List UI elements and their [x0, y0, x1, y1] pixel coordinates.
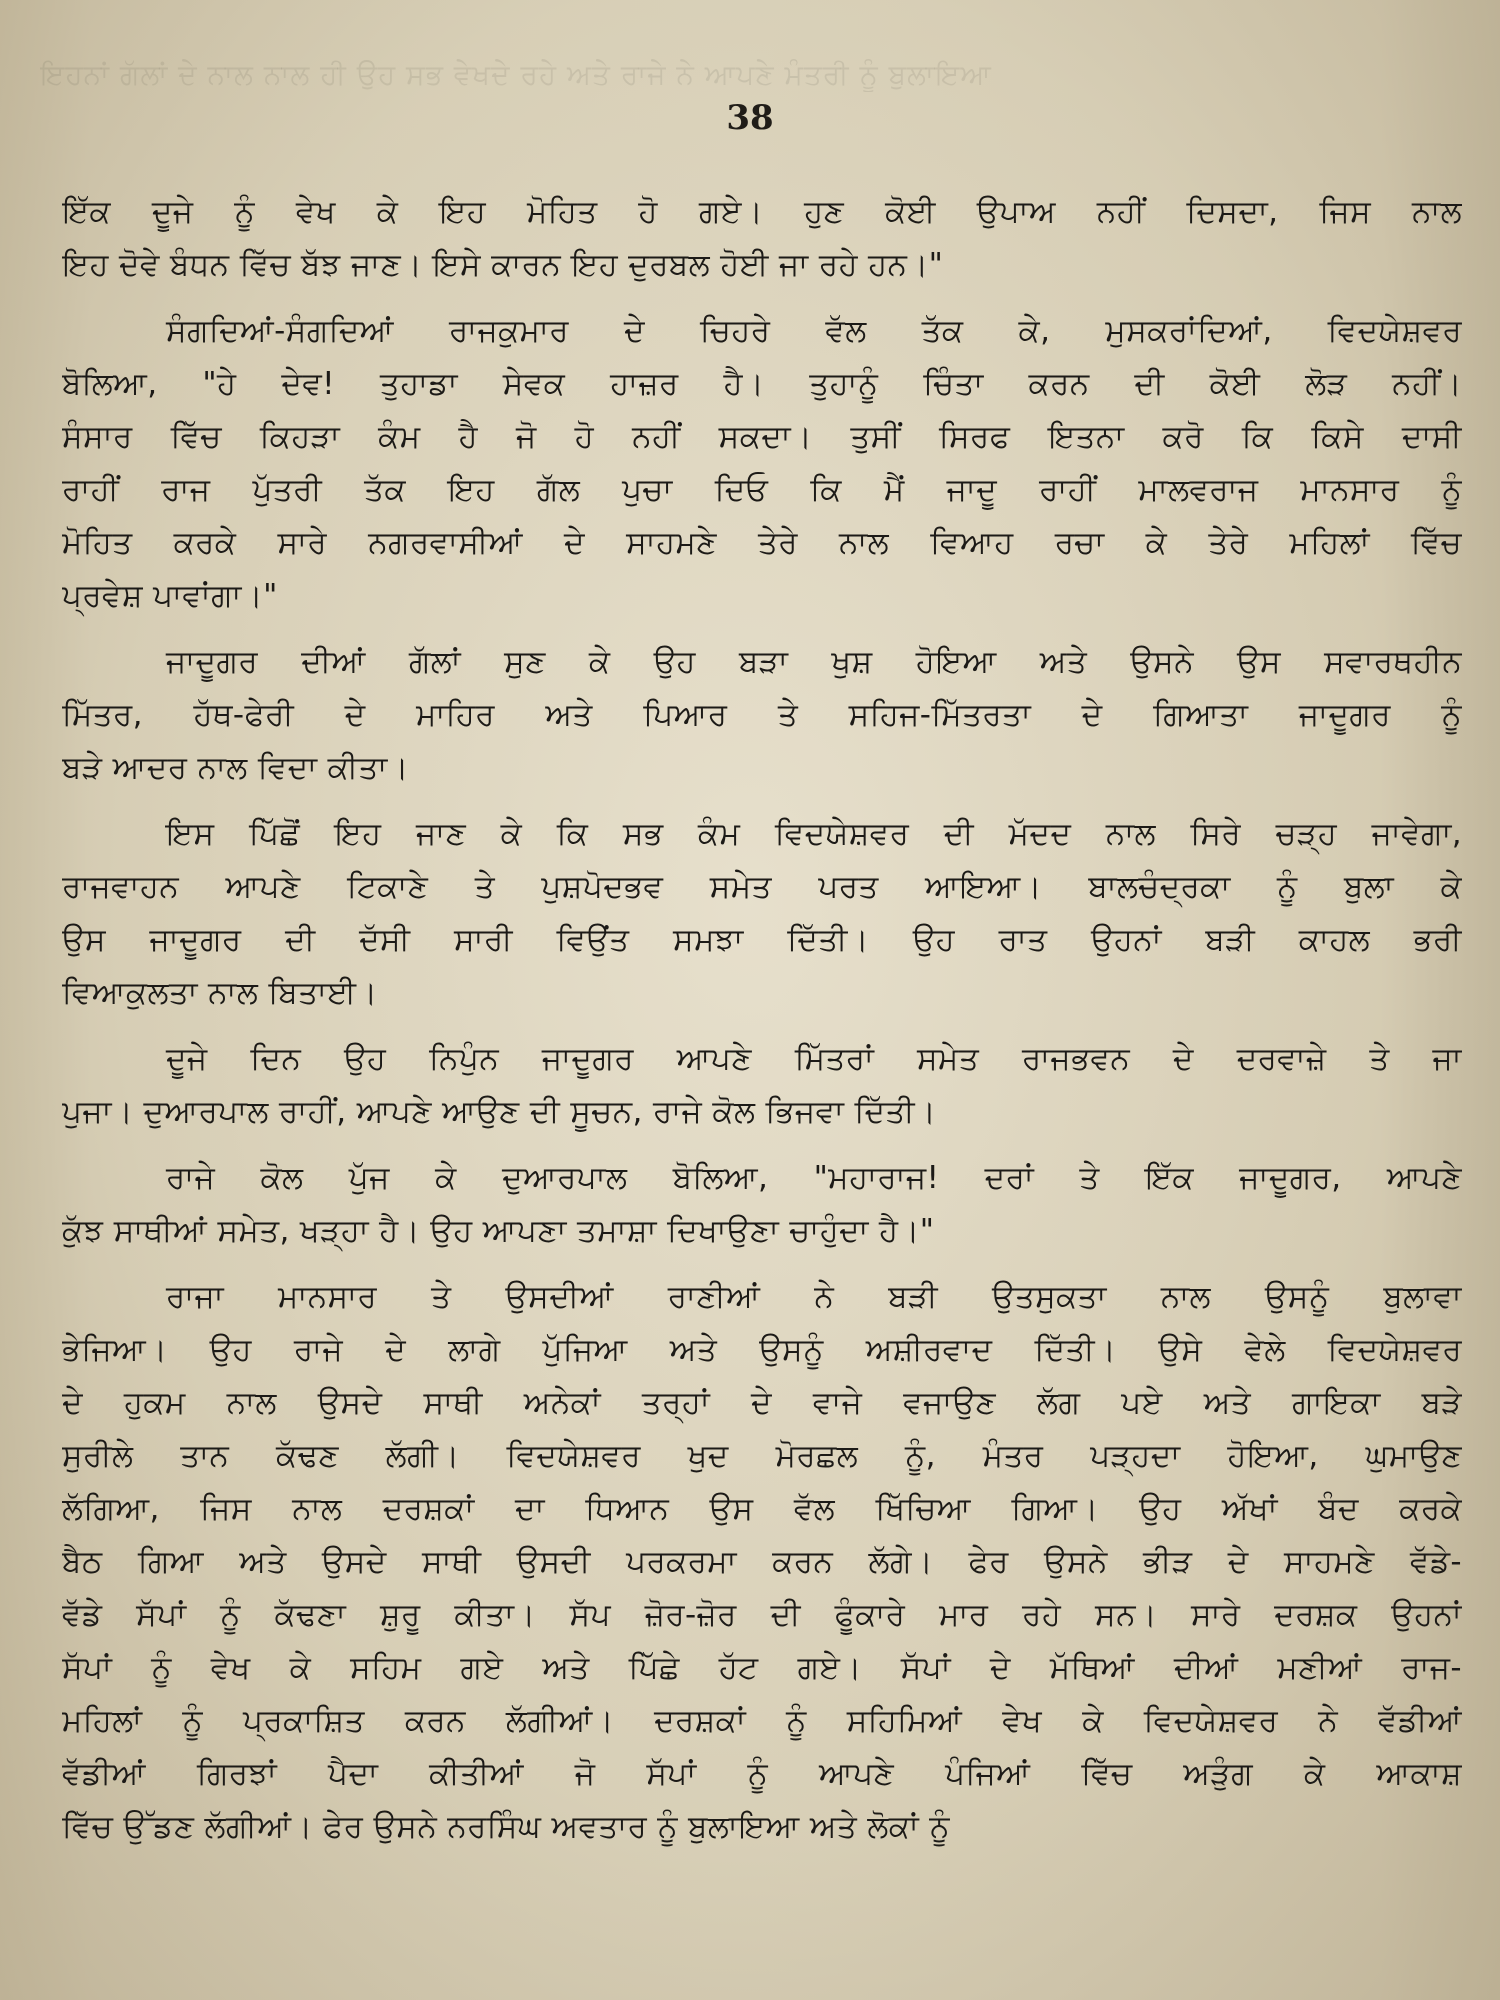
- text-line: ਸੰਸਾਰ ਵਿੱਚ ਕਿਹੜਾ ਕੰਮ ਹੈ ਜੋ ਹੋ ਨਹੀਂ ਸਕਦਾ। ਤੁਸੀਂ ਸਿਰਫ ਇਤਨਾ ਕਰੋ ਕਿ ਕਿਸੇ ਦਾਸੀ: [62, 419, 1462, 455]
- text-line: ਰਾਜੇ ਕੋਲ ਪੁੱਜ ਕੇ ਦੁਆਰਪਾਲ ਬੋਲਿਆ, "ਮਹਾਰਾਜ! ਦਰਾਂ ਤੇ ਇੱਕ ਜਾਦੂਗਰ, ਆਪਣੇ: [166, 1160, 1462, 1196]
- bleed-through-text: ਇਹਨਾਂ ਗੱਲਾਂ ਦੇ ਨਾਲ ਨਾਲ ਹੀ ਉਹ ਸਭ ਵੇਖਦੇ ਰਹੇ ਅਤੇ ਰਾਜੇ ਨੇ ਆਪਣੇ ਮੰਤਰੀ ਨੂੰ ਬੁਲਾਇਆ: [40, 58, 992, 91]
- text-line: ਸੱਪਾਂ ਨੂੰ ਵੇਖ ਕੇ ਸਹਿਮ ਗਏ ਅਤੇ ਪਿੱਛੇ ਹੱਟ ਗਏ। ਸੱਪਾਂ ਦੇ ਮੱਥਿਆਂ ਦੀਆਂ ਮਣੀਆਂ ਰਾਜ-: [62, 1650, 1462, 1686]
- paragraph: [62, 1033, 1462, 1139]
- paragraph: [62, 305, 1462, 623]
- text-line: ਸੰਗਦਿਆਂ-ਸੰਗਦਿਆਂ ਰਾਜਕੁਮਾਰ ਦੇ ਚਿਹਰੇ ਵੱਲ ਤੱਕ ਕੇ, ਮੁਸਕਰਾਂਦਿਆਂ, ਵਿਦਯੇਸ਼ਵਰ: [166, 313, 1462, 349]
- text-line: ਇਸ ਪਿੱਛੋਂ ਇਹ ਜਾਣ ਕੇ ਕਿ ਸਭ ਕੰਮ ਵਿਦਯੇਸ਼ਵਰ ਦੀ ਮੱਦਦ ਨਾਲ ਸਿਰੇ ਚੜ੍ਹ ਜਾਵੇਗਾ,: [166, 816, 1462, 852]
- text-line: ਭੇਜਿਆ। ਉਹ ਰਾਜੇ ਦੇ ਲਾਗੇ ਪੁੱਜਿਆ ਅਤੇ ਉਸਨੂੰ ਅਸ਼ੀਰਵਾਦ ਦਿੱਤੀ। ਉਸੇ ਵੇਲੇ ਵਿਦਯੇਸ਼ਵਰ: [62, 1332, 1462, 1368]
- text-line: ਮਹਿਲਾਂ ਨੂੰ ਪ੍ਰਕਾਸ਼ਿਤ ਕਰਨ ਲੱਗੀਆਂ। ਦਰਸ਼ਕਾਂ ਨੂੰ ਸਹਿਮਿਆਂ ਵੇਖ ਕੇ ਵਿਦਯੇਸ਼ਵਰ ਨੇ ਵੱਡੀਆਂ: [62, 1703, 1462, 1739]
- body-text: [62, 186, 1462, 1867]
- text-line: ਪੁਜਾ। ਦੁਆਰਪਾਲ ਰਾਹੀਂ, ਆਪਣੇ ਆਉਣ ਦੀ ਸੂਚਨ, ਰਾਜੇ ਕੋਲ ਭਿਜਵਾ ਦਿੱਤੀ।: [62, 1094, 937, 1130]
- text-line: ਦੇ ਹੁਕਮ ਨਾਲ ਉਸਦੇ ਸਾਥੀ ਅਨੇਕਾਂ ਤਰ੍ਹਾਂ ਦੇ ਵਾਜੇ ਵਜਾਉਣ ਲੱਗ ਪਏ ਅਤੇ ਗਾਇਕਾ ਬੜੇ: [62, 1385, 1462, 1421]
- text-line: ਉਸ ਜਾਦੂਗਰ ਦੀ ਦੱਸੀ ਸਾਰੀ ਵਿਉਂਤ ਸਮਝਾ ਦਿੱਤੀ। ਉਹ ਰਾਤ ਉਹਨਾਂ ਬੜੀ ਕਾਹਲ ਭਰੀ: [62, 922, 1462, 958]
- text-line: ਇੱਕ ਦੂਜੇ ਨੂੰ ਵੇਖ ਕੇ ਇਹ ਮੋਹਿਤ ਹੋ ਗਏ। ਹੁਣ ਕੋਈ ਉਪਾਅ ਨਹੀਂ ਦਿਸਦਾ, ਜਿਸ ਨਾਲ: [62, 194, 1462, 230]
- text-line: ਲੱਗਿਆ, ਜਿਸ ਨਾਲ ਦਰਸ਼ਕਾਂ ਦਾ ਧਿਆਨ ਉਸ ਵੱਲ ਖਿੱਚਿਆ ਗਿਆ। ਉਹ ਅੱਖਾਂ ਬੰਦ ਕਰਕੇ: [62, 1491, 1462, 1527]
- text-line: ਵਿੱਚ ਉੱਡਣ ਲੱਗੀਆਂ। ਫੇਰ ਉਸਨੇ ਨਰਸਿੰਘ ਅਵਤਾਰ ਨੂੰ ਬੁਲਾਇਆ ਅਤੇ ਲੋਕਾਂ ਨੂੰ: [62, 1809, 950, 1845]
- text-line: ਮੋਹਿਤ ਕਰਕੇ ਸਾਰੇ ਨਗਰਵਾਸੀਆਂ ਦੇ ਸਾਹਮਣੇ ਤੇਰੇ ਨਾਲ ਵਿਆਹ ਰਚਾ ਕੇ ਤੇਰੇ ਮਹਿਲਾਂ ਵਿੱਚ: [62, 525, 1462, 561]
- text-line: ਰਾਜਵਾਹਨ ਆਪਣੇ ਟਿਕਾਣੇ ਤੇ ਪੁਸ਼ਪੋਦਭਵ ਸਮੇਤ ਪਰਤ ਆਇਆ। ਬਾਲਚੰਦ੍ਰਕਾ ਨੂੰ ਬੁਲਾ ਕੇ: [62, 869, 1462, 905]
- paragraph: [62, 1152, 1462, 1258]
- paragraph: [62, 636, 1462, 795]
- text-line: ਵਿਆਕੁਲਤਾ ਨਾਲ ਬਿਤਾਈ।: [62, 975, 378, 1011]
- text-line: ਬੜੇ ਆਦਰ ਨਾਲ ਵਿਦਾ ਕੀਤਾ।: [62, 750, 409, 786]
- text-line: ਰਾਜਾ ਮਾਨਸਾਰ ਤੇ ਉਸਦੀਆਂ ਰਾਣੀਆਂ ਨੇ ਬੜੀ ਉਤਸੁਕਤਾ ਨਾਲ ਉਸਨੂੰ ਬੁਲਾਵਾ: [166, 1279, 1462, 1315]
- text-line: ਸੁਰੀਲੇ ਤਾਨ ਕੱਢਣ ਲੱਗੀ। ਵਿਦਯੇਸ਼ਵਰ ਖੁਦ ਮੋਰਛਲ ਨੂੰ, ਮੰਤਰ ਪੜ੍ਹਦਾ ਹੋਇਆ, ਘੁਮਾਉਣ: [62, 1438, 1462, 1474]
- text-line: ਪ੍ਰਵੇਸ਼ ਪਾਵਾਂਗਾ।": [62, 578, 278, 614]
- page-number: 38: [726, 98, 774, 138]
- text-line: ਇਹ ਦੋਵੇ ਬੰਧਨ ਵਿੱਚ ਬੱਝ ਜਾਣ। ਇਸੇ ਕਾਰਨ ਇਹ ਦੁਰਬਲ ਹੋਈ ਜਾ ਰਹੇ ਹਨ।": [62, 247, 944, 283]
- text-line: ਰਾਹੀਂ ਰਾਜ ਪੁੱਤਰੀ ਤੱਕ ਇਹ ਗੱਲ ਪੁਚਾ ਦਿਓ ਕਿ ਮੈਂ ਜਾਦੂ ਰਾਹੀਂ ਮਾਲਵਰਾਜ ਮਾਨਸਾਰ ਨੂੰ: [62, 472, 1462, 508]
- text-line: ਜਾਦੂਗਰ ਦੀਆਂ ਗੱਲਾਂ ਸੁਣ ਕੇ ਉਹ ਬੜਾ ਖੁਸ਼ ਹੋਇਆ ਅਤੇ ਉਸਨੇ ਉਸ ਸਵਾਰਥਹੀਨ: [166, 644, 1462, 680]
- text-line: ਕੁੱਝ ਸਾਥੀਆਂ ਸਮੇਤ, ਖੜ੍ਹਾ ਹੈ। ਉਹ ਆਪਣਾ ਤਮਾਸ਼ਾ ਦਿਖਾਉਣਾ ਚਾਹੁੰਦਾ ਹੈ।": [62, 1213, 935, 1249]
- text-line: ਵੱਡੀਆਂ ਗਿਰਝਾਂ ਪੈਦਾ ਕੀਤੀਆਂ ਜੋ ਸੱਪਾਂ ਨੂੰ ਆਪਣੇ ਪੰਜਿਆਂ ਵਿੱਚ ਅੜੁੰਗ ਕੇ ਆਕਾਸ਼: [62, 1756, 1462, 1792]
- paragraph: [62, 186, 1462, 292]
- paragraph: [62, 808, 1462, 1020]
- text-line: ਦੂਜੇ ਦਿਨ ਉਹ ਨਿਪੁੰਨ ਜਾਦੂਗਰ ਆਪਣੇ ਮਿੱਤਰਾਂ ਸਮੇਤ ਰਾਜਭਵਨ ਦੇ ਦਰਵਾਜ਼ੇ ਤੇ ਜਾ: [166, 1041, 1462, 1077]
- text-line: ਬੋਲਿਆ, "ਹੇ ਦੇਵ! ਤੁਹਾਡਾ ਸੇਵਕ ਹਾਜ਼ਰ ਹੈ। ਤੁਹਾਨੂੰ ਚਿੰਤਾ ਕਰਨ ਦੀ ਕੋਈ ਲੋੜ ਨਹੀਂ।: [62, 366, 1462, 402]
- text-line: ਮਿੱਤਰ, ਹੱਥ-ਫੇਰੀ ਦੇ ਮਾਹਿਰ ਅਤੇ ਪਿਆਰ ਤੇ ਸਹਿਜ-ਮਿੱਤਰਤਾ ਦੇ ਗਿਆਤਾ ਜਾਦੂਗਰ ਨੂੰ: [62, 697, 1462, 733]
- paragraph: [62, 1271, 1462, 1854]
- text-line: ਵੱਡੇ ਸੱਪਾਂ ਨੂੰ ਕੱਢਣਾ ਸ਼ੁਰੂ ਕੀਤਾ। ਸੱਪ ਜ਼ੋਰ-ਜ਼ੋਰ ਦੀ ਫੂੰਕਾਰੇ ਮਾਰ ਰਹੇ ਸਨ। ਸਾਰੇ ਦਰਸ਼ਕ ਉਹਨਾਂ: [62, 1597, 1462, 1633]
- text-line: ਬੈਠ ਗਿਆ ਅਤੇ ਉਸਦੇ ਸਾਥੀ ਉਸਦੀ ਪਰਕਰਮਾ ਕਰਨ ਲੱਗੇ। ਫੇਰ ਉਸਨੇ ਭੀੜ ਦੇ ਸਾਹਮਣੇ ਵੱਡੇ-: [62, 1544, 1462, 1580]
